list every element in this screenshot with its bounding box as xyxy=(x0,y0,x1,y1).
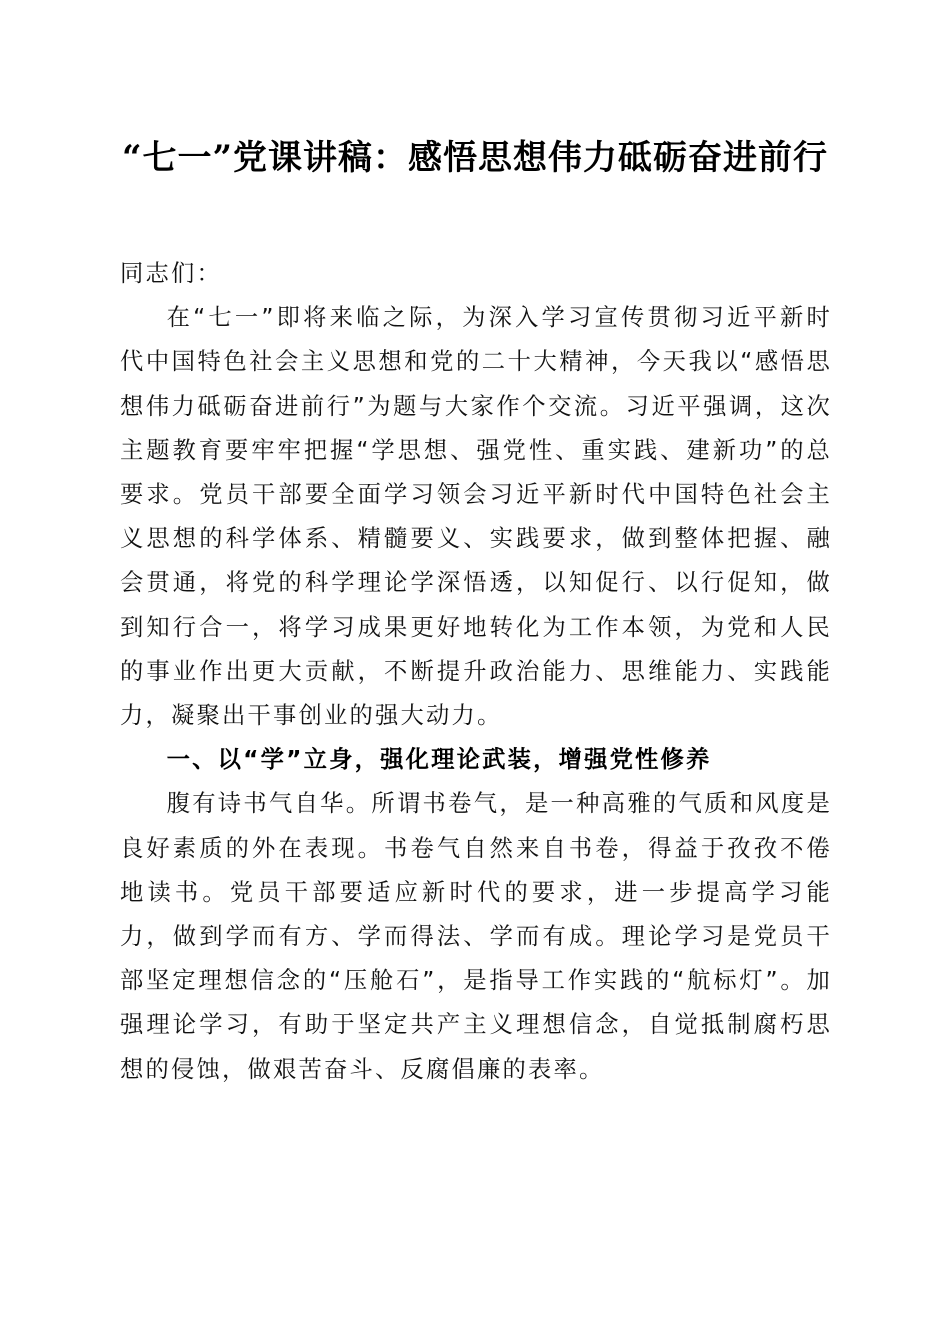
intro-paragraph: 在“七一”即将来临之际，为深入学习宣传贯彻习近平新时代中国特色社会主义思想和党的二十大精神，今天我以“感悟思想伟力砥砺奋进前行”为题与大家作个交流。习近平强调，这次主题教育要牢牢把握“学思想、强党性、重实践、建新功”的总要求。党员干部要全面学习领会习近平新时代中国特色社会主义思想的科学体系、精髓要义、实践要求，做到整体把握、融会贯通，将党的科学理论学深悟透，以知促行、以行促知，做到知行合一，将学习成果更好地转化为工作本领，为党和人民的事业作出更大贡献，不断提升政治能力、思维能力、实践能力，凝聚出干事创业的强大动力。 xyxy=(120,304,832,730)
section-heading: 一、以“学”立身，强化理论武装，增强党性修养 xyxy=(166,746,712,774)
salutation: 同志们： xyxy=(120,260,222,287)
document-title: “七一”党课讲稿：感悟思想伟力砥砺奋进前行 xyxy=(121,138,829,178)
document-body xyxy=(120,252,832,1092)
section-paragraph: 腹有诗书气自华。所谓书卷气，是一种高雅的气质和风度是良好素质的外在表现。书卷气自然来自书卷，得益于孜孜不倦地读书。党员干部要适应新时代的要求，进一步提高学习能力，做到学而有方、学而得法、学而有成。理论学习是党员干部坚定理想信念的“压舱石”，是指导工作实践的“航标灯”。加强理论学习，有助于坚定共产主义理想信念，自觉抵制腐朽思想的侵蚀，做艰苦奋斗、反腐倡廉的表率。 xyxy=(120,790,832,1083)
